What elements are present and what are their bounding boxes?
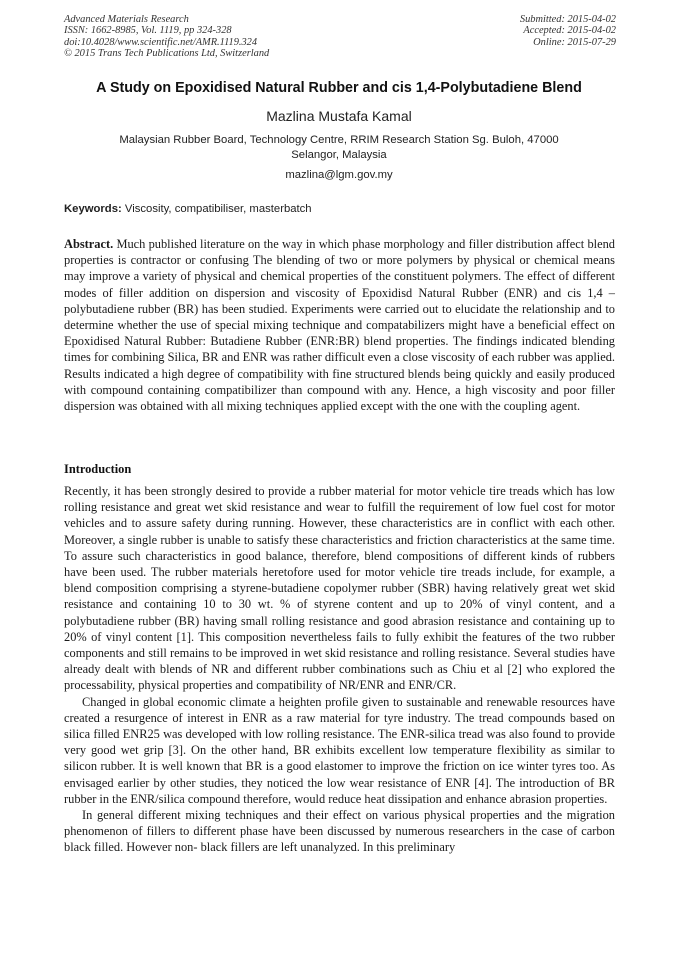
author-name: Mazlina Mustafa Kamal (266, 108, 412, 124)
affiliation-line-2: Selangor, Malaysia (291, 148, 387, 161)
journal-issn: ISSN: 1662-8985, Vol. 1119, pp 324-328 (64, 25, 232, 37)
abstract-label: Abstract. (64, 237, 114, 251)
online-date: Online: 2015-07-29 (533, 36, 616, 48)
keywords-text: Viscosity, compatibiliser, masterbatch (124, 203, 312, 215)
journal-info (64, 14, 269, 60)
keywords (64, 203, 616, 215)
paper-title: A Study on Epoxidised Natural Rubber and cis 1,4-Polybutadiene Blend (96, 80, 582, 96)
abstract (64, 236, 615, 414)
journal-name: Advanced Materials Research (64, 14, 189, 25)
intro-paragraph-3: In general different mixing techniques and their effect on various physical properties and the migration phenomenon of fillers to different phase have been discussed by numerous researchers in the case of carbon black filled. However non- black fillers are left unanalyzed. In this preliminary (64, 808, 615, 855)
intro-paragraph-2: Changed in global economic climate a heighten profile given to sustainable and renewable resources have created a resurgence of interest in ENR as a raw material for tyre industry. The tread compounds based on silica filled ENR25 was developed with low rolling resistance. The ENR-silica tread was also found to provide very good wet grip [3]. On the other hand, BR exhibits excellent low temperature flexibility as similar to silicon rubber. It is well known that BR is a good elastomer to improve the friction on ice winter tyres too. As envisaged earlier by other studies, they noticed the low wear resistance of ENR [4]. The introduction of BR rubber in the ENR/silica compound therefore, would reduce heat dissipation and enhance abrasion properties. (64, 694, 615, 806)
intro-paragraph-1: Recently, it has been strongly desired to provide a rubber material for motor vehicle tire treads which has low rolling resistance and great wet skid resistance and wear to fulfill the requirement of low fuel cost for motor vehicles and to assure safety during running. However, these characteristics are in conflict with each other. Moreover, a single rubber is unable to satisfy these characteristics and friction characteristics at the same time. To assure such characteristics in good balance, therefore, blend compositions of different kinds of rubbers have been used. The rubber materials heretofore used for motor vehicle tire treads include, for example, a blend composition comprising a styrene-butadiene copolymer rubber (SBR) having relatively great wet skid resistance and containing 10 to 30 wt. % of styrene content and up to 20% of vinyl content, and a polybutadiene rubber (BR) having small rolling resistance and good abrasion resistance and containing up to 20% of vinyl content [1]. This composition nevertheless fails to fully exhibit the features of the two rubber components and still remains to be improved in wet skid resistance and rolling resistance. Several studies have already dealt with blends of NR and different rubber combinations such as Chiu et al [2] who explored the processability, physical properties and compatibility of NR/ENR and ENR/CR. (64, 484, 615, 693)
affiliation-line-1: Malaysian Rubber Board, Technology Centre, RRIM Research Station Sg. Buloh, 47000 (119, 134, 559, 146)
journal-copyright: © 2015 Trans Tech Publications Ltd, Switzerland (64, 48, 270, 60)
submitted-date: Submitted: 2015-04-02 (519, 14, 616, 25)
keywords-label: Keywords: (64, 203, 122, 215)
journal-doi: doi:10.4028/www.scientific.net/AMR.1119.324 (64, 36, 258, 48)
introduction-heading: Introduction (64, 462, 132, 476)
abstract-text: Much published literature on the way in which phase morphology and filler distribution affect blend properties is contractor or confusing The blending of two or more polymers by physical or chemical means may improve a variety of physical and chemical properties of the constituent polymers. The effect of different modes of filler addition on dispersion and viscosity of Epoxidisd Natural Rubber (ENR) and cis 1,4 –polybutadiene rubber (BR) has been studied. Experiments were carried out to elucidate the relationship and to determine whether the use of special mixing technique and compatabilizers might have a beneficial effect on Epoxidised Natural Rubber: Butadiene Rubber (ENR:BR) blend properties. The findings indicated blending times for combining Silica, BR and ENR was rather difficult even a close viscosity of each rubber was applied. Results indicated a high degree of compatibility with fine structured blends being quickly and easily produced with compound containing compatibilizer than compound with any. Hence, a high viscosity and poor filler dispersion was obtained with all mixing techniques applied except with the one with the coupling agent. (64, 237, 616, 414)
author-email: mazlina@lgm.gov.my (285, 169, 393, 181)
introduction-body (64, 483, 615, 856)
accepted-date: Accepted: 2015-04-02 (523, 25, 616, 37)
author-affiliation (80, 133, 598, 163)
submission-dates (520, 14, 616, 48)
